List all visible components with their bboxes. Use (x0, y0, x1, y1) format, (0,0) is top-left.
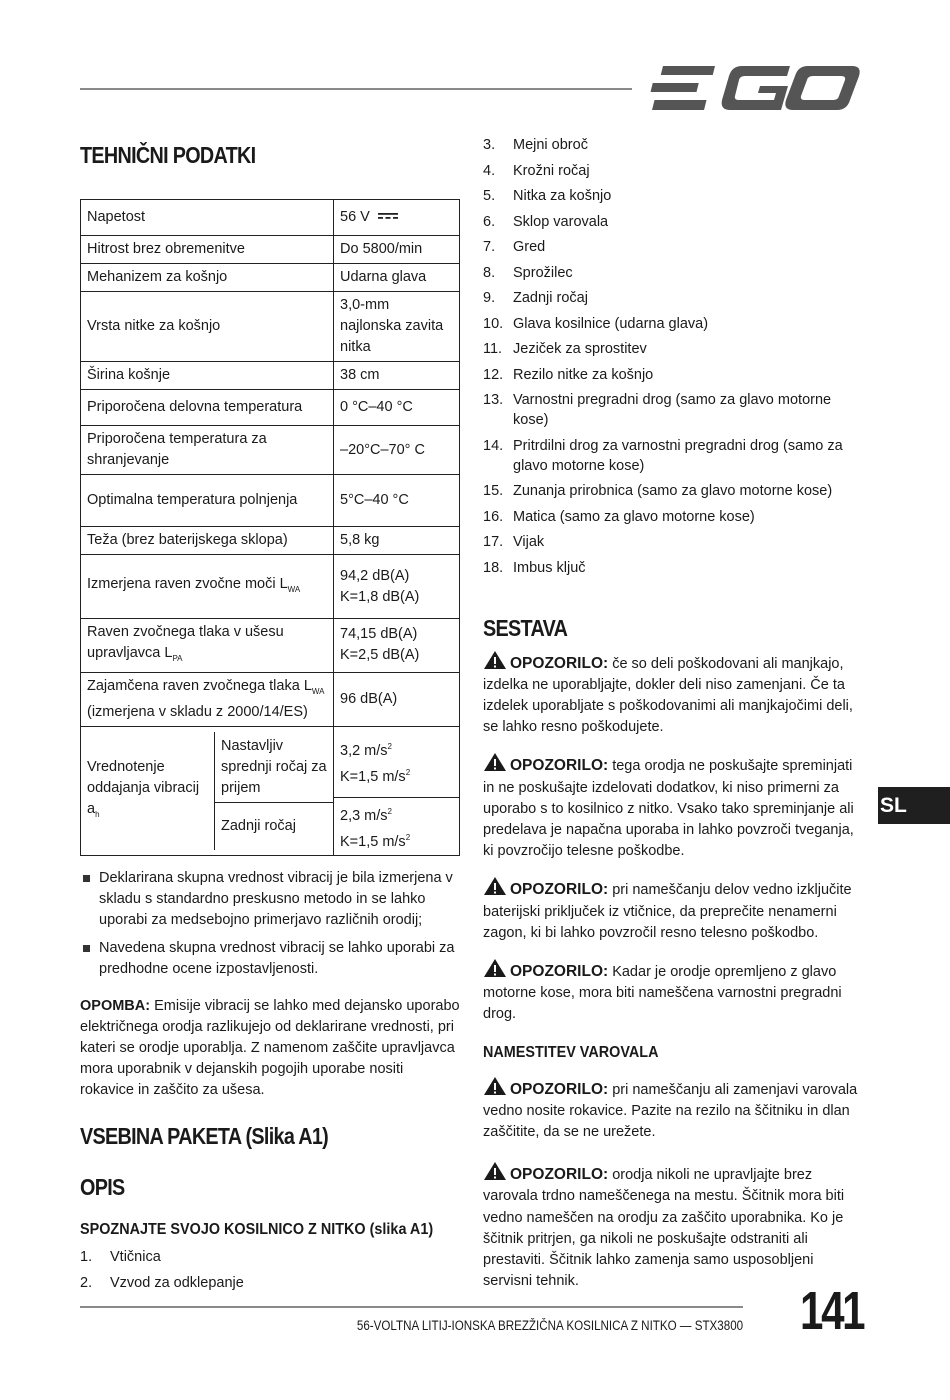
warning-icon (483, 650, 507, 670)
warning-block: OPOZORILO: tega orodja ne poskušajte spreminjati in ne poskušajte izdelovati dodatkov, ki niso primerni za uporabo s to kosilnico z nitko. Vsako tako spreminjanje ali predelava je napačna uporaba in lahko povzroči tveganja, ki povzročijo telesne poškodbe. (483, 752, 863, 862)
table-row (81, 292, 460, 362)
language-tab: SL (878, 787, 950, 824)
list-item: Deklarirana skupna vrednost vibracij je bila izmerjena v skladu s standardno preskusno metodo in se lahko uporabi za medsebojno primerjavo različnih orodij; (80, 868, 460, 931)
list-item: 5. Nitka za košnjo (483, 188, 612, 204)
spec-value: 74,15 dB(A) K=2,5 dB(A) (334, 619, 460, 673)
warning-icon (483, 1161, 507, 1181)
footer-rule (80, 1306, 743, 1308)
table-row (81, 555, 460, 619)
note-text: Emisije vibracij se lahko med dejansko uporabo električnega orodja razlikujejo od deklarirane vrednosti, pri kateri se orodje uporablja. Z namenom zaščite upravljavca mora uporabnik v dejanskih pogojih uporabe nositi rokavice in zaščito za ušesa. (80, 998, 460, 1099)
list-item: 17. Vijak (483, 534, 545, 550)
technical-data-title: TEHNIČNI PODATKI (80, 142, 256, 168)
list-item: 4. Krožni ročaj (483, 162, 590, 179)
table-row (81, 236, 460, 264)
warning-block: OPOZORILO: Kadar je orodje opremljeno z glavo motorne kose, mora biti nameščena varnostni pregradni drog. (483, 958, 863, 1026)
description-title: OPIS (80, 1174, 125, 1201)
list-item: 14. Pritrdilni drog za varnostni pregradni drog (samo za glavo motorne kose) (483, 437, 843, 474)
know-your-trimmer-title: SPOZNAJTE SVOJO KOSILNICO Z NITKO (slika A1) (80, 1221, 434, 1239)
header-rule (80, 88, 632, 90)
list-item: 7. Gred (483, 239, 546, 255)
list-item: 3. Mejni obroč (483, 137, 588, 153)
vibration-values (334, 726, 460, 856)
spec-label: Mehanizem za košnjo (81, 264, 334, 292)
left-column (80, 130, 460, 1298)
right-column (483, 130, 863, 1292)
table-row (81, 619, 460, 673)
spec-label: Priporočena temperatura za shranjevanje (81, 426, 334, 475)
vibration-notes (80, 868, 460, 980)
spec-label: Raven zvočnega tlaka v ušesu upravljavca $L_{PA}$ (81, 619, 334, 673)
assembly-title: SESTAVA (483, 614, 568, 641)
list-item: 15. Zunanja prirobnica (samo za glavo motorne kose) (483, 483, 833, 499)
warning-icon (483, 958, 507, 978)
table-row (81, 264, 460, 292)
warning-icon (483, 876, 507, 896)
rear-handle-value: 2,3 $m/s^2$ K=1,5 $m/s^2$ (340, 806, 411, 850)
list-item: 10. Glava kosilnice (udarna glava) (483, 315, 709, 332)
spec-value: –20°C–70° C (334, 426, 460, 475)
spec-table (80, 199, 460, 856)
list-item: Navedena skupna vrednost vibracij se lahko uporabi za predhodne ocene izpostavljenosti. (80, 938, 460, 980)
list-item: 11. Jeziček za sprostitev (483, 341, 647, 357)
parts-list-left (80, 1247, 460, 1293)
table-row (81, 390, 460, 426)
table-row (81, 672, 460, 726)
warning-block: OPOZORILO: če so deli poškodovani ali manjkajo, izdelka ne uporabljajte, dokler deli niso zamenjani. Če ta izdelek uporabljate s poškodovanimi ali manjkajočimi deli, se lahko resno poškodujete. (483, 650, 863, 739)
warning-icon (483, 752, 507, 772)
list-item: 8. Sprožilec (483, 264, 573, 281)
spec-label: Izmerjena raven zvočne moči $L_{WA}$ (81, 555, 334, 619)
list-item: 9. Zadnji ročaj (483, 290, 588, 306)
front-handle-label: Nastavljiv sprednji ročaj za prijem (215, 732, 334, 803)
list-item: 1. Vtičnica (80, 1249, 161, 1266)
list-item: 2. Vzvod za odklepanje (80, 1274, 244, 1291)
spec-value: Udarna glava (334, 264, 460, 292)
dc-symbol-icon (377, 211, 399, 221)
package-contents-title: VSEBINA PAKETA (Slika A1) (80, 1123, 329, 1150)
guard-install-title: NAMESTITEV VAROVALA (483, 1043, 659, 1061)
ego-logo (650, 62, 862, 114)
spec-label: Vrsta nitke za košnjo (81, 292, 334, 362)
vibration-cell (81, 726, 334, 856)
spec-label: Teža (brez baterijskega sklopa) (81, 527, 334, 555)
list-item: 13. Varnostni pregradni drog (samo za glavo motorne kose) (483, 392, 832, 428)
spec-value: 56 V (334, 200, 460, 236)
spec-value: 3,0-mm najlonska zavita nitka (334, 292, 460, 362)
spec-value: 5,8 kg (334, 527, 460, 555)
warning-block: OPOZORILO: pri nameščanju ali zamenjavi varovala vedno nosite rokavice. Pazite na rezilo na ščitniku in dlan zaščitite, da se ne urežete. (483, 1076, 863, 1144)
note-label: OPOMBA: (80, 998, 151, 1015)
page-number: 141 (800, 1281, 864, 1341)
front-handle-value: 3,2 $m/s^2$ K=1,5 $m/s^2$ (334, 727, 459, 798)
parts-list-right (483, 135, 863, 589)
warning-block: OPOZORILO: orodja nikoli ne upravljajte brez varovala trdno nameščenega na mestu. Ščitnik mora biti vedno nameščen na orodju za zaščito uporabnika. Ko je ščitnik pritrjen, ga nikoli ne poskušajte odstraniti ali prestaviti. Ščitnik lahko zamenja samo usposobljeni servisni tehnik. (483, 1161, 863, 1292)
spec-value: 5°C–40 °C (334, 475, 460, 527)
spec-value: 96 dB(A) (334, 672, 460, 726)
spec-value: Do 5800/min (334, 236, 460, 264)
list-item: 18. Imbus ključ (483, 559, 586, 576)
table-row (81, 475, 460, 527)
footer-text: 56-VOLTNA LITIJ-IONSKA BREZŽIČNA KOSILNICA Z NITKO — STX3800 (356, 1318, 743, 1333)
spec-value: 38 cm (334, 362, 460, 390)
spec-value: 0 °C–40 °C (334, 390, 460, 426)
rear-handle-label: Zadnji ročaj (221, 818, 296, 835)
table-row (81, 362, 460, 390)
table-row (81, 726, 460, 856)
list-item: 6. Sklop varovala (483, 213, 609, 230)
spec-label: Optimalna temperatura polnjenja (81, 475, 334, 527)
table-row (81, 527, 460, 555)
table-row (81, 200, 460, 236)
spec-label: Širina košnje (81, 362, 334, 390)
warning-block: OPOZORILO: pri nameščanju delov vedno izključite baterijski priključek iz vtičnice, da preprečite nenamerni zagon, ki bi lahko povzročil resno telesno poškodbo. (483, 876, 863, 944)
list-item: 12. Rezilo nitke za košnjo (483, 366, 654, 383)
list-item: 16. Matica (samo za glavo motorne kose) (483, 508, 755, 525)
spec-label: Hitrost brez obremenitve (81, 236, 334, 264)
table-row (81, 426, 460, 475)
warning-icon (483, 1076, 507, 1096)
spec-value: 94,2 dB(A) K=1,8 dB(A) (334, 555, 460, 619)
spec-label: Priporočena delovna temperatura (81, 390, 334, 426)
spec-label: Zajamčena raven zvočnega tlaka $L_{WA}$ (izmerjena v skladu z 2000/14/ES) (81, 672, 334, 726)
note-paragraph (80, 996, 460, 1101)
spec-label: Napetost (81, 200, 334, 236)
vibration-label: Vrednotenje oddajanja vibracij $a_h$ (81, 732, 215, 850)
